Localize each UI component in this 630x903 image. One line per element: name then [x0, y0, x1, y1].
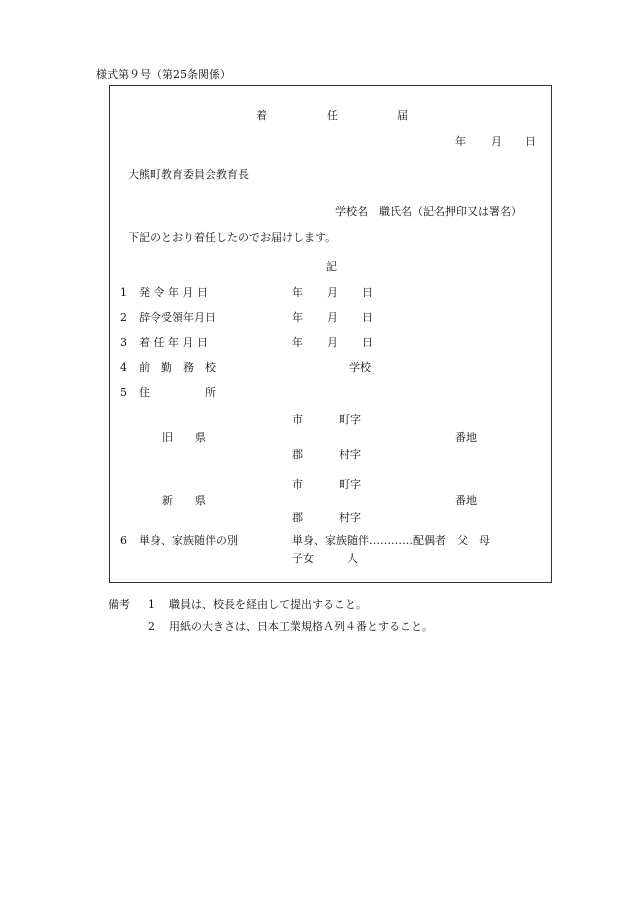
- item-3-day: 日: [362, 336, 373, 349]
- note-1-num: 1: [148, 598, 155, 611]
- date-year: 年: [455, 135, 466, 148]
- ki-heading: 記: [326, 260, 337, 273]
- item-3-month: 月: [327, 336, 338, 349]
- prev-school-suffix: 学校: [349, 361, 371, 374]
- item-1-day: 日: [362, 286, 373, 299]
- prev-school-num: 4: [120, 361, 127, 374]
- title-char-2: 任: [327, 109, 338, 122]
- item-1-year: 年: [292, 286, 303, 299]
- new-village: 村字: [339, 511, 361, 524]
- item-3-num: 3: [120, 336, 127, 349]
- address-num: 5: [120, 386, 127, 399]
- family-label: 単身、家族随伴の別: [139, 534, 238, 547]
- old-town: 町字: [339, 413, 361, 426]
- notes-label: 備考: [108, 598, 130, 611]
- new-city: 市: [292, 478, 303, 491]
- item-2-year: 年: [292, 311, 303, 324]
- addressee: 大熊町教育委員会教育長: [128, 168, 249, 181]
- old-banchi: 番地: [455, 431, 477, 444]
- form-frame: [109, 85, 552, 583]
- note-2-num: 2: [148, 620, 155, 633]
- item-2-month: 月: [327, 311, 338, 324]
- prev-school-label: 前 勤 務 校: [139, 361, 216, 374]
- family-num: 6: [120, 534, 127, 547]
- signature-line: 学校名 職氏名（記名押印又は署名）: [335, 205, 522, 218]
- new-pref-label: 新 県: [162, 494, 206, 507]
- new-banchi: 番地: [455, 494, 477, 507]
- title-char-3: 届: [397, 109, 408, 122]
- old-city: 市: [292, 413, 303, 426]
- family-line-2: 子女 人: [292, 552, 358, 565]
- new-county: 郡: [292, 511, 303, 524]
- note-2-text: 用紙の大きさは、日本工業規格Ａ列４番とすること。: [169, 620, 433, 633]
- title-char-1: 着: [256, 109, 267, 122]
- family-line-1: 単身、家族随伴…………配偶者 父 母: [292, 534, 490, 547]
- date-month: 月: [491, 135, 502, 148]
- item-3-year: 年: [292, 336, 303, 349]
- old-pref-label: 旧 県: [162, 431, 206, 444]
- item-1-label: 発 令 年 月 日: [139, 286, 208, 299]
- date-day: 日: [525, 135, 536, 148]
- old-county: 郡: [292, 448, 303, 461]
- item-1-month: 月: [327, 286, 338, 299]
- item-2-label: 辞令受領年月日: [139, 311, 216, 324]
- old-village: 村字: [339, 448, 361, 461]
- new-town: 町字: [339, 478, 361, 491]
- statement: 下記のとおり着任したのでお届けします。: [128, 231, 337, 244]
- item-2-num: 2: [120, 311, 127, 324]
- item-1-num: 1: [120, 286, 127, 299]
- note-1-text: 職員は、校長を経由して提出すること。: [169, 598, 367, 611]
- item-3-label: 着 任 年 月 日: [139, 336, 208, 349]
- address-label: 住 所: [139, 386, 216, 399]
- form-number: 様式第９号（第25条関係）: [96, 68, 231, 81]
- item-2-day: 日: [362, 311, 373, 324]
